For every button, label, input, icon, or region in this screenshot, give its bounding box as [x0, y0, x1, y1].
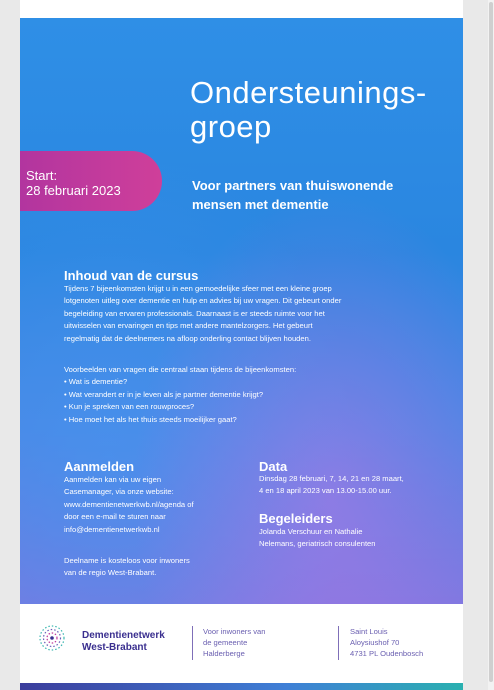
examples-list [64, 376, 454, 426]
subtitle-line: mensen met dementie [192, 197, 329, 212]
start-date-badge [20, 151, 162, 211]
start-date: 28 februari 2023 [26, 183, 121, 198]
course-line: lotgenoten uitleg over dementie en hulp en advies bij uw vragen. Dit gebeurt onder [64, 296, 342, 306]
poster-panel [20, 18, 463, 604]
divider [192, 626, 193, 660]
list-item: • Hoe moet het als het thuis steeds moeilijker gaat? [64, 414, 454, 426]
register-line: Aanmelden kan via uw eigen [64, 475, 162, 484]
examples-intro: Voorbeelden van vragen die centraal staan tijdens de bijeenkomsten: [64, 365, 297, 374]
list-item: • Wat verandert er in je leven als je partner dementie krijgt? [64, 389, 454, 401]
email-link[interactable]: info@dementienetwerkwb.nl [64, 524, 160, 534]
course-line: uitwisselen van ervaringen en tips met andere mantelzorgers. Het gebeurt [64, 321, 313, 331]
note-line: van de regio West-Brabant. [64, 568, 157, 578]
course-description [64, 283, 454, 345]
title-line: groep [190, 109, 272, 144]
brand-line: Dementienetwerk [82, 630, 165, 641]
register-line: door een e-mail te sturen naar [64, 512, 166, 522]
register-line: Casemanager, via onze website: [64, 487, 174, 497]
register-text [64, 474, 254, 536]
brand-name [82, 630, 165, 654]
examples-block [64, 364, 454, 426]
start-label: Start: [26, 168, 58, 183]
guides-heading: Begeleiders [259, 511, 333, 526]
title-line: Ondersteunings- [190, 75, 427, 110]
divider [338, 626, 339, 660]
document-page [20, 0, 463, 690]
list-item: • Kun je spreken van een rouwproces? [64, 401, 454, 413]
footer-address [350, 626, 423, 659]
footer-line: Aloysiushof 70 [350, 638, 400, 647]
course-line: Tijdens 7 bijeenkomsten krijgt u in een gemoedelijke sfeer met een kleine groep [64, 284, 332, 293]
note-line: Deelname is kosteloos voor inwoners [64, 556, 190, 565]
footer-line: Saint Louis [350, 627, 388, 636]
scrollbar-thumb[interactable] [489, 2, 493, 682]
register-note [64, 555, 254, 580]
course-line: regelmatig dat de deelnemers na afloop onderling contact blijven houden. [64, 333, 311, 343]
list-item: • Wat is dementie? [64, 376, 454, 388]
network-logo-icon [38, 624, 66, 652]
dates-text [259, 473, 459, 498]
footer-audience [203, 626, 265, 659]
dates-heading: Data [259, 459, 288, 474]
subtitle-line: Voor partners van thuiswonende [192, 178, 394, 193]
register-link[interactable]: www.dementienetwerkwb.nl/agenda of [64, 499, 194, 509]
guides-text [259, 526, 459, 551]
brand-line: West-Brabant [82, 642, 147, 653]
footer-line: 4731 PL Oudenbosch [350, 649, 424, 658]
page-title [190, 76, 427, 144]
course-line: begeleiding van ervaren professionals. Daarnaast is er steeds ruimte voor het [64, 308, 325, 318]
scrollbar[interactable] [488, 0, 494, 690]
dates-line: Dinsdag 28 februari, 7, 14, 21 en 28 maart, [259, 474, 404, 483]
course-heading: Inhoud van de cursus [64, 268, 199, 283]
footer-line: Halderberge [203, 649, 245, 658]
bottom-color-bar [20, 683, 463, 690]
subtitle [192, 176, 393, 214]
footer-line: de gemeente [203, 638, 248, 647]
guides-line: Jolanda Verschuur en Nathalie [259, 527, 363, 536]
dates-line: 4 en 18 april 2023 van 13.00-15.00 uur. [259, 486, 392, 496]
guides-line: Nelemans, geriatrisch consulenten [259, 539, 376, 549]
footer-line: Voor inwoners van [203, 627, 266, 636]
register-heading: Aanmelden [64, 459, 135, 474]
